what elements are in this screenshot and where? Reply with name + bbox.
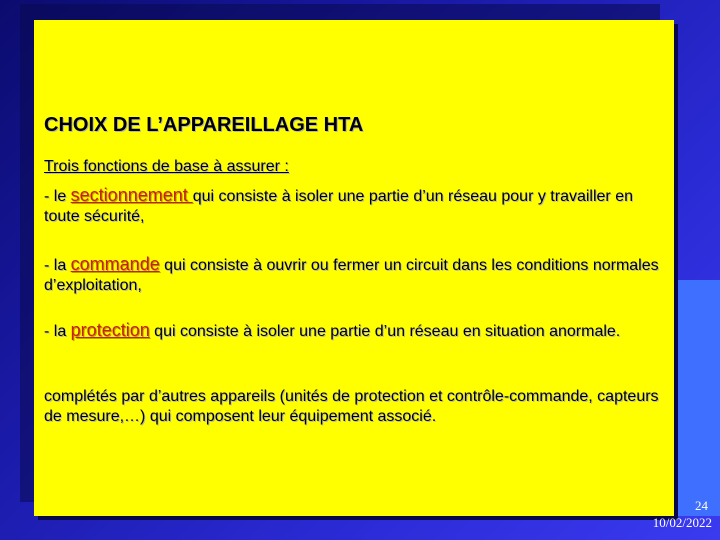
keyword-commande: commande — [70, 254, 160, 274]
decorative-band — [674, 280, 720, 516]
item3-prefix: - la — [44, 323, 71, 340]
item-commande — [44, 254, 672, 296]
item3-description: qui consiste à isoler une partie d’un réseau en situation anormale. — [149, 323, 621, 340]
page-number: 24 — [695, 498, 708, 513]
slide-title: CHOIX DE L’APPAREILLAGE HTA — [44, 114, 364, 136]
intro-text: Trois fonctions de base à assurer : — [44, 158, 289, 175]
item1-prefix: - le — [44, 188, 71, 205]
item1-description: qui consiste à isoler une partie d’un réseau pour y travailler en toute sécurité, — [44, 188, 633, 225]
keyword-sectionnement: sectionnement — [70, 185, 193, 205]
item2-description: qui consiste à ouvrir ou fermer un circuit dans les conditions normales d’exploitation, — [44, 257, 659, 294]
item2-prefix: - la — [44, 257, 71, 274]
item-protection — [44, 320, 672, 342]
intro-line — [44, 157, 672, 177]
slide-date: 10/02/2022 — [652, 515, 712, 530]
item-sectionnement — [44, 185, 672, 227]
keyword-protection: protection — [70, 320, 150, 340]
closing-paragraph: complétés par d’autres appareils (unités de protection et contrôle-commande, capteurs de mesure,…) qui composent leur équipement associé. — [44, 388, 659, 425]
